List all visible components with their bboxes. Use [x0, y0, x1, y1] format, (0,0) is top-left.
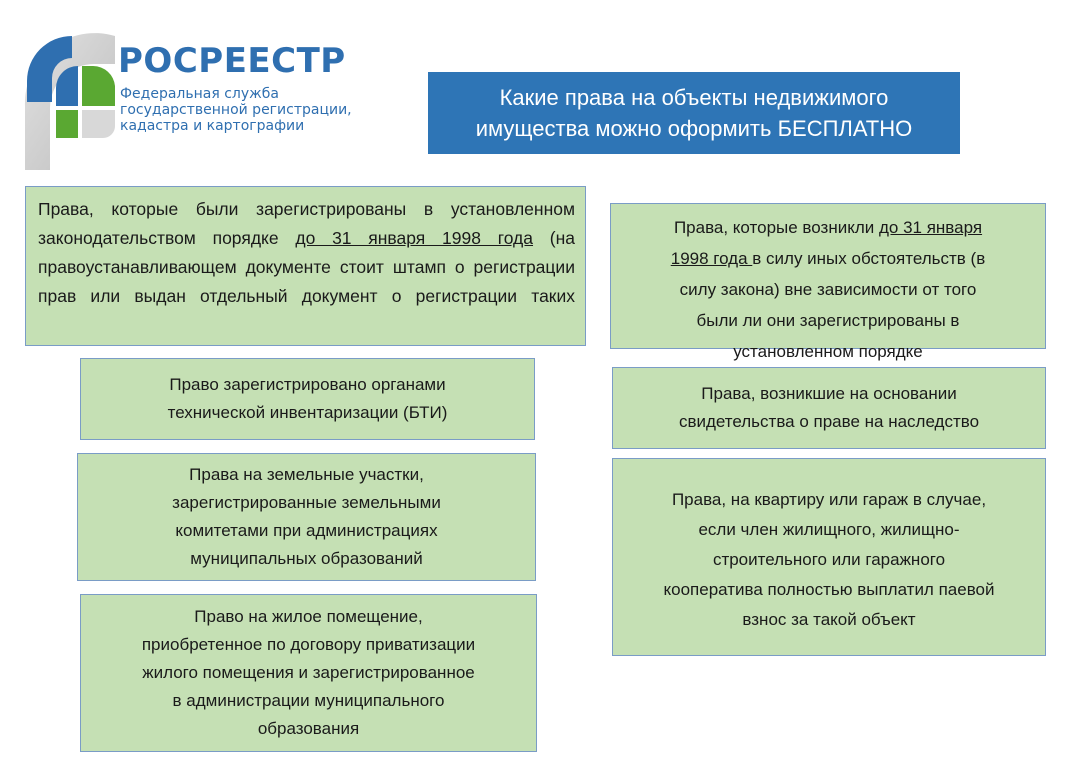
box-line	[611, 212, 1045, 243]
box-line: Право зарегистрировано органами	[169, 375, 446, 394]
date-underlined: до 31 января	[878, 218, 983, 237]
brand-name: РОСРЕЕСТР	[118, 41, 346, 81]
page-title-line: Какие права на объекты недвижимого	[499, 85, 889, 110]
box-line: в администрации муниципального	[172, 691, 445, 710]
box-line: если член жилищного, жилищно-	[698, 520, 960, 539]
box-line: приобретенное по договору приватизации	[141, 635, 476, 654]
box-inheritance	[612, 367, 1046, 449]
box-line: были ли они зарегистрированы в	[696, 311, 960, 330]
box-line: жилого помещения и зарегистрированное	[142, 663, 475, 682]
box-line: комитетами при администрациях	[175, 521, 438, 540]
date-underlined: до 31 января 1998 года	[295, 228, 534, 248]
box-text: (на правоустанавливающем документе стоит штамп о регистрации прав или выдан отдельный документ о регистрации таких	[38, 228, 575, 306]
box-land-plots	[77, 453, 536, 581]
box-line: Право на жилое помещение,	[194, 607, 423, 626]
box-text: Права, которые возникли	[673, 218, 879, 237]
brand-subtitle	[120, 86, 352, 134]
box-line: взнос за такой объект	[742, 610, 916, 629]
box-registered-before-1998	[25, 186, 586, 346]
box-line: муниципальных образований	[190, 549, 423, 568]
box-line: свидетельства о праве на наследство	[678, 412, 980, 431]
box-line	[611, 243, 1045, 274]
box-line: Права, возникшие на основании	[701, 384, 957, 403]
date-underlined: 1998 года	[670, 249, 753, 268]
box-line: зарегистрированные земельными	[172, 493, 441, 512]
box-line: Права на земельные участки,	[189, 465, 424, 484]
page-title	[428, 72, 960, 154]
box-line: строительного или гаражного	[712, 550, 946, 569]
box-line: силу закона) вне зависимости от того	[679, 280, 977, 299]
box-cooperative	[612, 458, 1046, 656]
brand-subtitle-line: кадастра и картографии	[120, 118, 305, 134]
rosreestr-emblem	[22, 30, 117, 170]
box-arisen-before-1998	[610, 203, 1046, 361]
box-privatization	[80, 594, 537, 752]
box-line: Права, на квартиру или гараж в случае,	[671, 490, 987, 509]
box-line: установленном порядке	[733, 342, 923, 361]
box-text: в силу иных обстоятельств (в	[752, 249, 986, 268]
brand-subtitle-line: государственной регистрации,	[120, 102, 352, 118]
brand-subtitle-line: Федеральная служба	[120, 86, 279, 102]
page-title-line: имущества можно оформить БЕСПЛАТНО	[475, 116, 913, 141]
box-text: Права, которые были зарегистрированы в установленном законодательством порядке	[38, 199, 575, 248]
box-bti	[80, 358, 535, 440]
box-line: образования	[257, 719, 360, 738]
box-line: технической инвентаризации (БТИ)	[167, 403, 448, 422]
box-line: кооператива полностью выплатил паевой	[663, 580, 995, 599]
